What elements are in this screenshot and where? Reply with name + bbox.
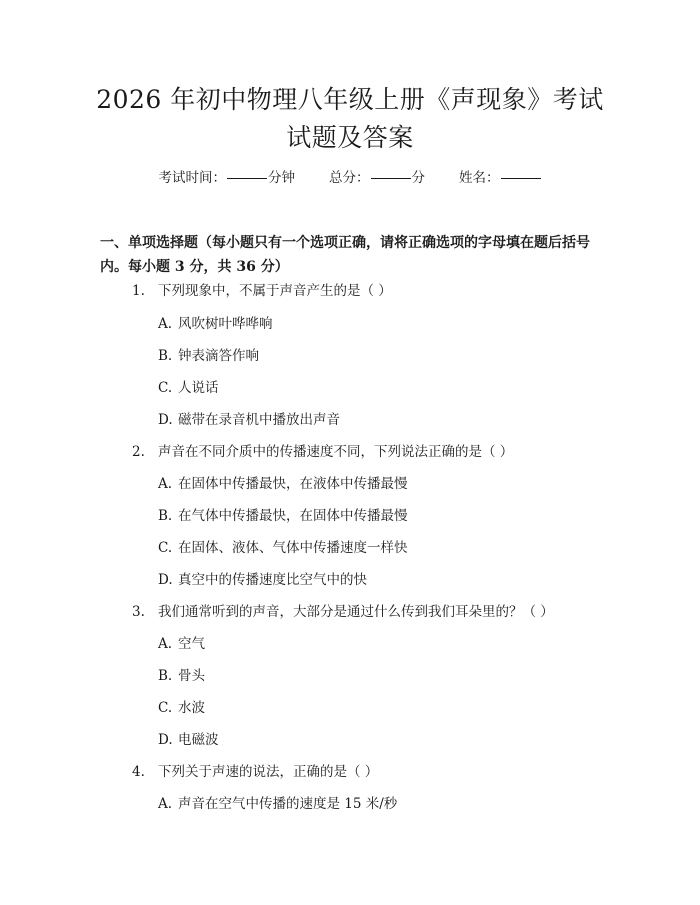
option-letter: C. [158,700,173,716]
option-text: 骨头 [178,668,205,684]
option-text: 水波 [178,700,205,716]
exam-meta [0,168,700,188]
option-letter: C. [158,380,173,396]
score-blank [371,178,411,179]
score-unit: 分 [411,170,425,186]
option-text: 人说话 [178,380,219,396]
question-number: 1. [132,283,145,299]
option-text: 声音在空气中传播的速度是 15 米/秒 [178,796,398,812]
option-text: 钟表滴答作响 [178,348,259,364]
option-text: 电磁波 [178,732,219,748]
option-2c [158,538,408,558]
question-1 [132,281,392,301]
option-1b [158,346,259,366]
question-number: 4. [132,764,145,780]
time-unit: 分钟 [268,170,295,186]
question-3 [132,602,554,622]
score-label: 总分： [329,170,370,186]
question-4 [132,762,378,782]
option-2b [158,506,408,526]
question-number: 3. [132,604,145,620]
option-3b [158,666,205,686]
section-heading: 一、单项选择题（每小题只有一个选项正确，请将正确选项的字母填在题后括号内。每小题 3 分，共 36 分） [100,235,590,275]
option-letter: C. [158,540,173,556]
option-letter: A. [158,476,173,492]
option-4a [158,794,397,814]
option-1d [158,410,340,430]
question-number: 2. [132,444,145,460]
option-letter: D. [158,732,173,748]
question-2 [132,442,513,462]
name-blank [501,178,541,179]
question-text: 我们通常听到的声音，大部分是通过什么传到我们耳朵里的？（ ） [158,604,554,620]
question-text: 下列现象中，不属于声音产生的是（ ） [158,283,392,299]
exam-title-line1: 2026 年初中物理八年级上册《声现象》考试 [96,85,604,114]
option-3c [158,698,205,718]
time-blank [227,178,267,179]
option-text: 在固体、液体、气体中传播速度一样快 [178,540,408,556]
name-label: 姓名： [459,170,500,186]
exam-title-line2: 试题及答案 [286,123,414,152]
option-1a [158,314,273,334]
option-letter: B. [158,668,173,684]
option-letter: B. [158,348,173,364]
option-letter: A. [158,636,173,652]
question-text: 下列关于声速的说法，正确的是（ ） [158,764,379,780]
option-text: 空气 [178,636,205,652]
option-text: 在气体中传播最快，在固体中传播最慢 [178,508,408,524]
option-text: 磁带在录音机中播放出声音 [178,412,340,428]
option-letter: D. [158,412,173,428]
time-label: 考试时间： [158,170,226,186]
option-letter: D. [158,572,173,588]
option-letter: A. [158,796,173,812]
option-2a [158,474,408,494]
option-3d [158,730,219,750]
question-text: 声音在不同介质中的传播速度不同，下列说法正确的是（ ） [158,444,514,460]
option-3a [158,634,205,654]
option-letter: B. [158,508,173,524]
option-text: 在固体中传播最快，在液体中传播最慢 [178,476,408,492]
option-text: 真空中的传播速度比空气中的快 [178,572,367,588]
option-text: 风吹树叶哗哗响 [178,316,273,332]
option-1c [158,378,219,398]
option-letter: A. [158,316,173,332]
option-2d [158,570,367,590]
